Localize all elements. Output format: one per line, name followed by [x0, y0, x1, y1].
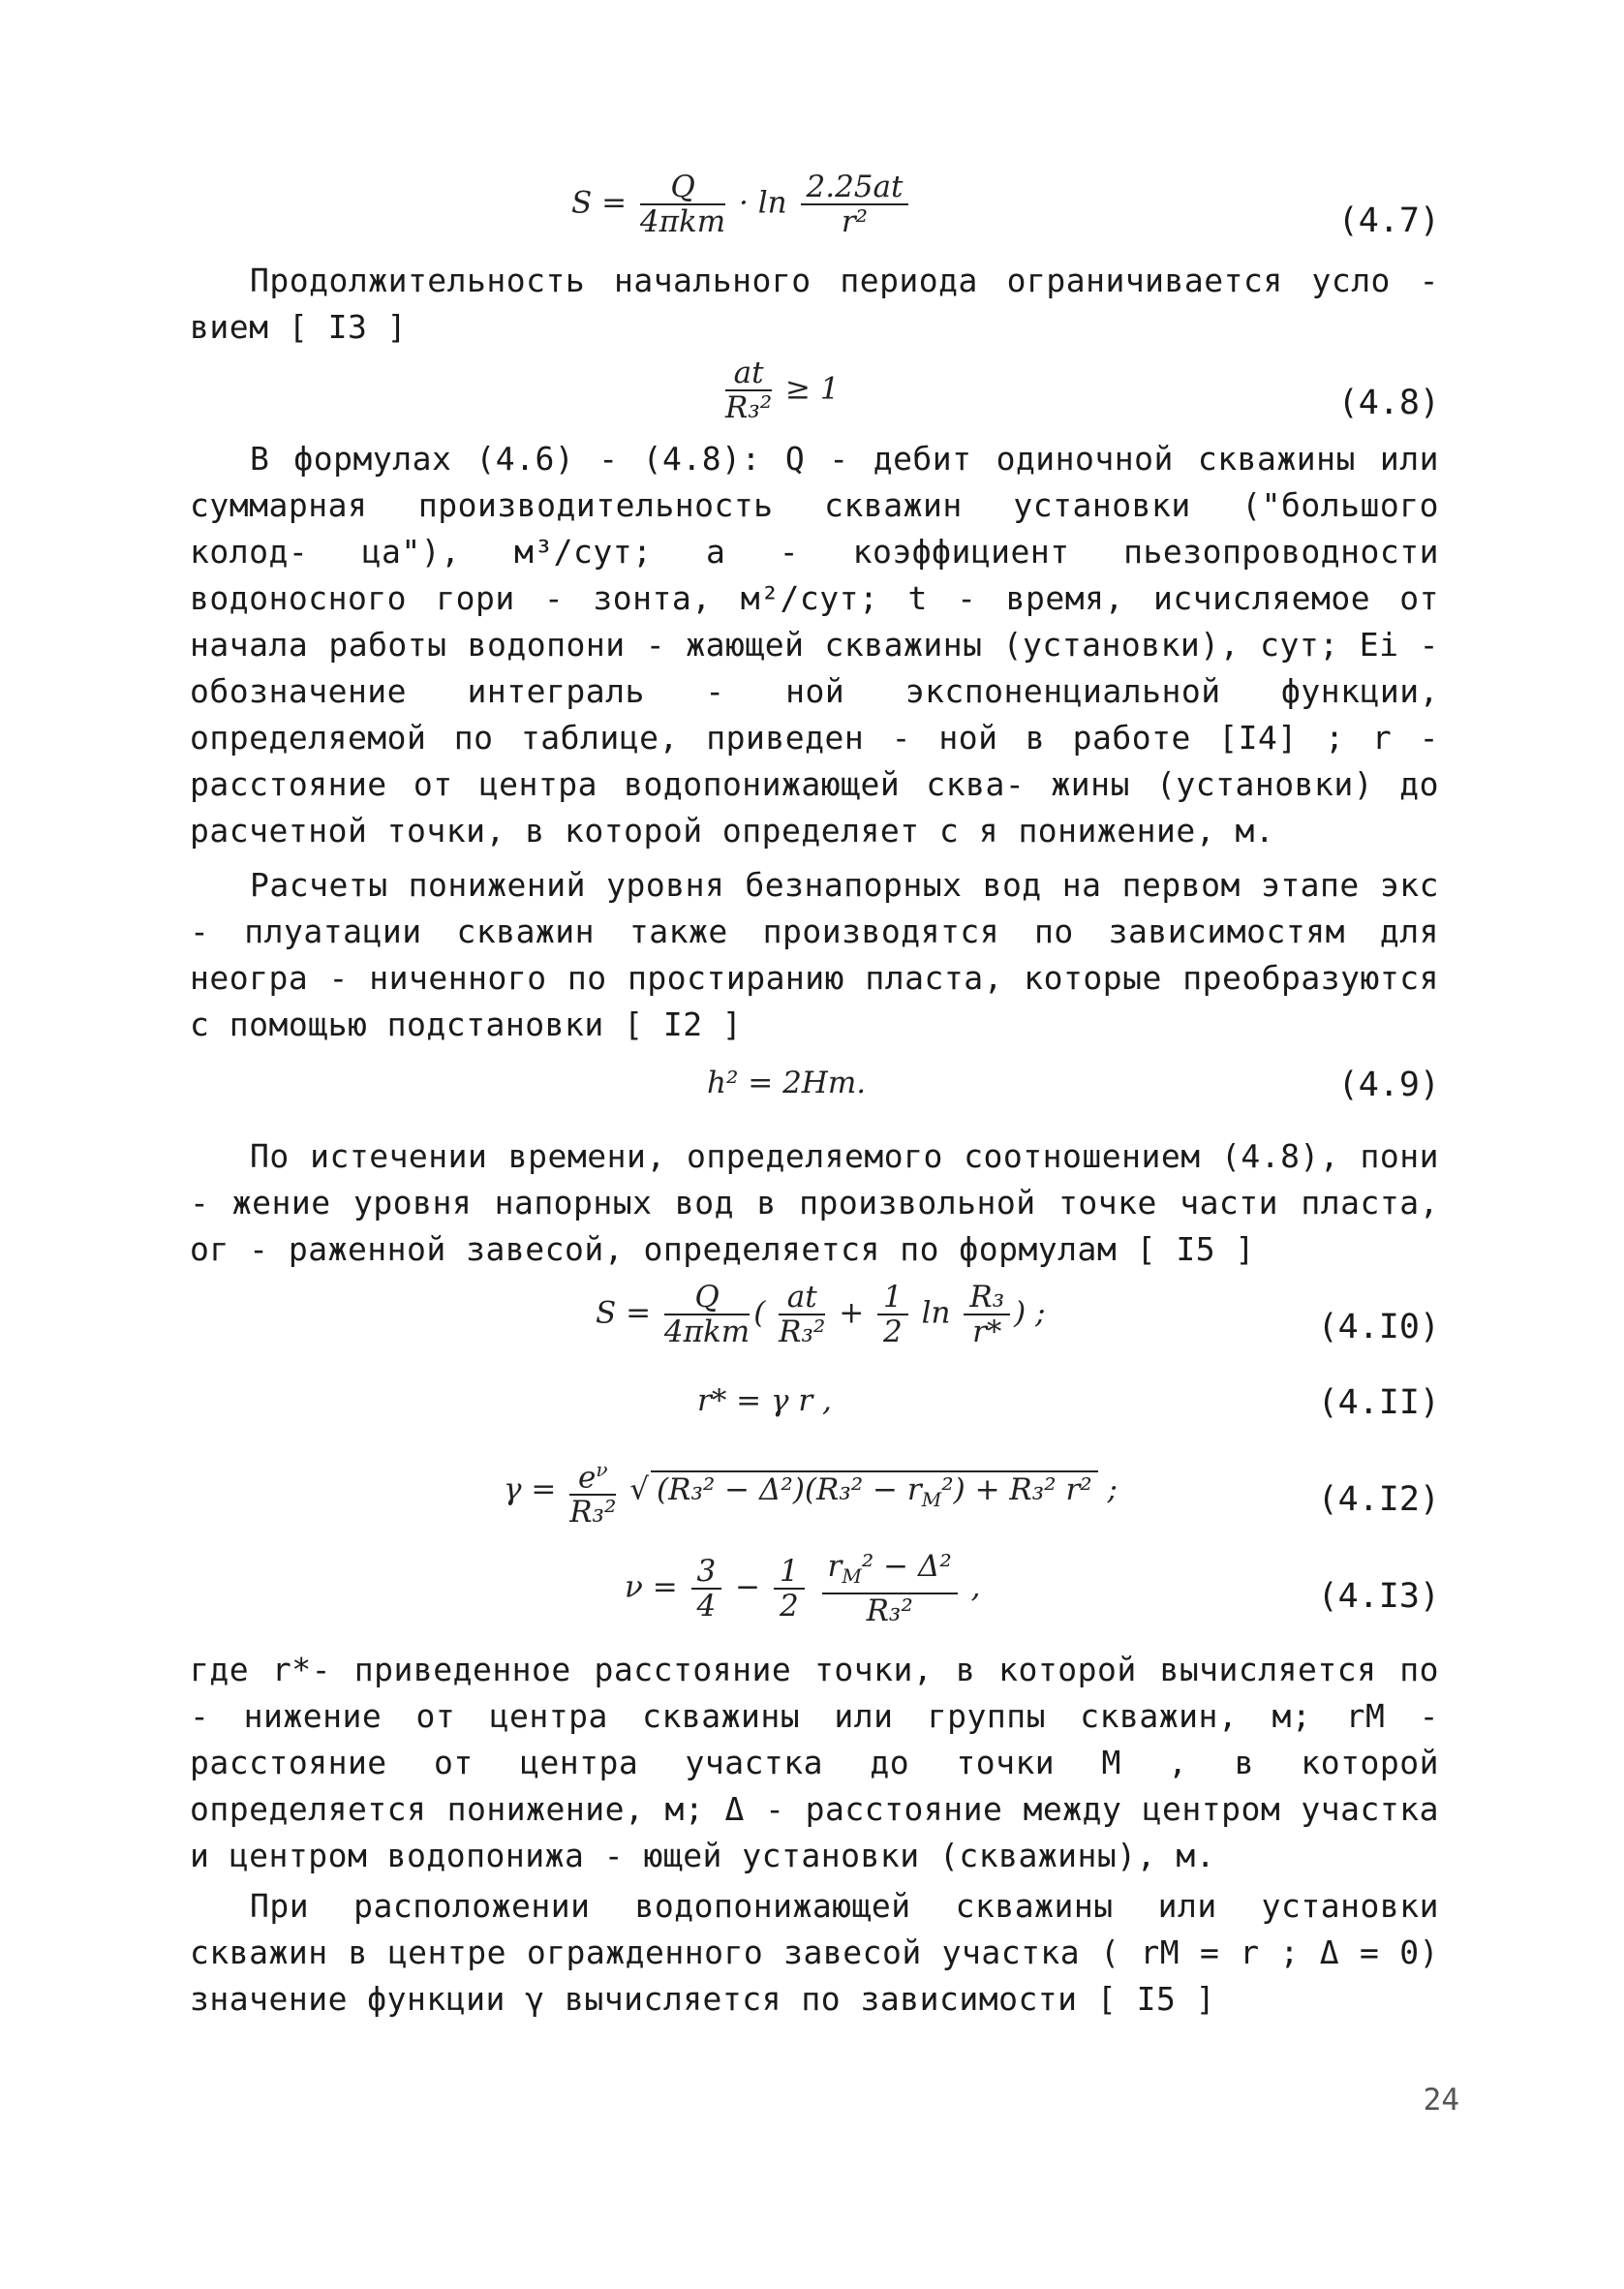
equation-4-9-formula: h² = 2Hm. [707, 1066, 867, 1100]
paragraph-1: Продолжительность начального периода ограничивается усло - вием [ I3 ] [190, 262, 1439, 346]
equation-4-10-number: (4.I0) [1317, 1308, 1440, 1346]
equation-4-7-number: (4.7) [1337, 201, 1440, 240]
equation-4-13-number: (4.I3) [1317, 1577, 1440, 1616]
paragraph-5: где r*- приведенное расстояние точки, в которой вычисляется по - нижение от центра скважины или группы скважин, м; rM - расстояние от центра участка до точки M , в которой определяется понижение, м; Δ - расстояние между центром участка и центром водопонижа - ющей установки (скважины), м. [190, 1651, 1439, 1874]
equation-4-9-number: (4.9) [1337, 1066, 1440, 1104]
equation-4-12 [0, 1453, 1624, 1540]
equation-4-11 [0, 1376, 1624, 1463]
equation-4-8-formula: $\frac{at}{\text{R₃²}}$ ≥ 1 [725, 356, 840, 425]
equation-4-12-formula: γ = $\frac{e^\nu}{\text{R₃²}}$ √ $(R_3^2 - \Delta^2)(R_3^2 - r_M^2) + R_3^2$ r² ; [504, 1453, 1118, 1529]
equation-4-8 [0, 356, 1624, 444]
equation-4-10 [0, 1281, 1624, 1368]
equation-4-7 [0, 163, 1624, 250]
page-number: 24 [1423, 2083, 1459, 2118]
equation-4-10-formula: S = $\frac{Q}{\text{4πkm}}$ ( $\frac{at}{\text{R₃²}}$ + $\frac{1}{2}$ ln $\frac{\text{R₃}}{r*}$ ) ; [596, 1280, 1046, 1349]
paragraph-2: В формулах (4.6) - (4.8): Q - дебит одиночной скважины или суммарная производительность скважин установки ("большого колод- ца"), м³/сут; a - коэффициент пьезопроводности водоносного гори - зонта, м²/сут; t - время, исчисляемое от начала работы водопони - жающей скважины (установки), сут; Ei - обозначение интеграль - ной экспоненциальной функции, определяемой по таблице, приведен - ной в работе [I4] ; r - расстояние от центра водопонижающей сква- жины (установки) до расчетной точки, в которой определяет с я понижение, м. [190, 440, 1439, 850]
equation-4-11-formula: r* = γ r , [697, 1383, 832, 1418]
equation-4-8-number: (4.8) [1337, 384, 1440, 422]
paragraph-3: Расчеты понижений уровня безнапорных вод на первом этапе экс - плуатации скважин также производятся по зависимостям для неогра - ниченного по простиранию пласта, которые преобразуются с помощью подстановки [ I2 ] [190, 866, 1439, 1043]
equation-4-11-number: (4.II) [1317, 1383, 1440, 1422]
equation-4-13-formula: ν = $\frac{3}{4}$ − $\frac{1}{2}$ $\frac{r_M^2 - \Delta^2}{\text{R₃²}}$ , [625, 1549, 981, 1629]
equation-4-7-formula: S = $\frac{Q}{\text{4πkm}}$ · ln $\frac{2.25at}{\text{r²}}$ [571, 170, 912, 238]
equation-4-12-number: (4.I2) [1317, 1480, 1440, 1519]
equation-4-13 [0, 1550, 1624, 1637]
paragraph-6: При расположении водопонижающей скважины или установки скважин в центре огражденного завесой участка ( rM = r ; Δ = 0) значение функции γ вычисляется по зависимости [ I5 ] [190, 1887, 1439, 2018]
paragraph-4: По истечении времени, определяемого соотношением (4.8), пони - жение уровня напорных вод в произвольной точке части пласта, ог - раженной завесой, определяется по формулам [ I5 ] [190, 1137, 1439, 1268]
equation-4-9 [0, 1056, 1624, 1143]
